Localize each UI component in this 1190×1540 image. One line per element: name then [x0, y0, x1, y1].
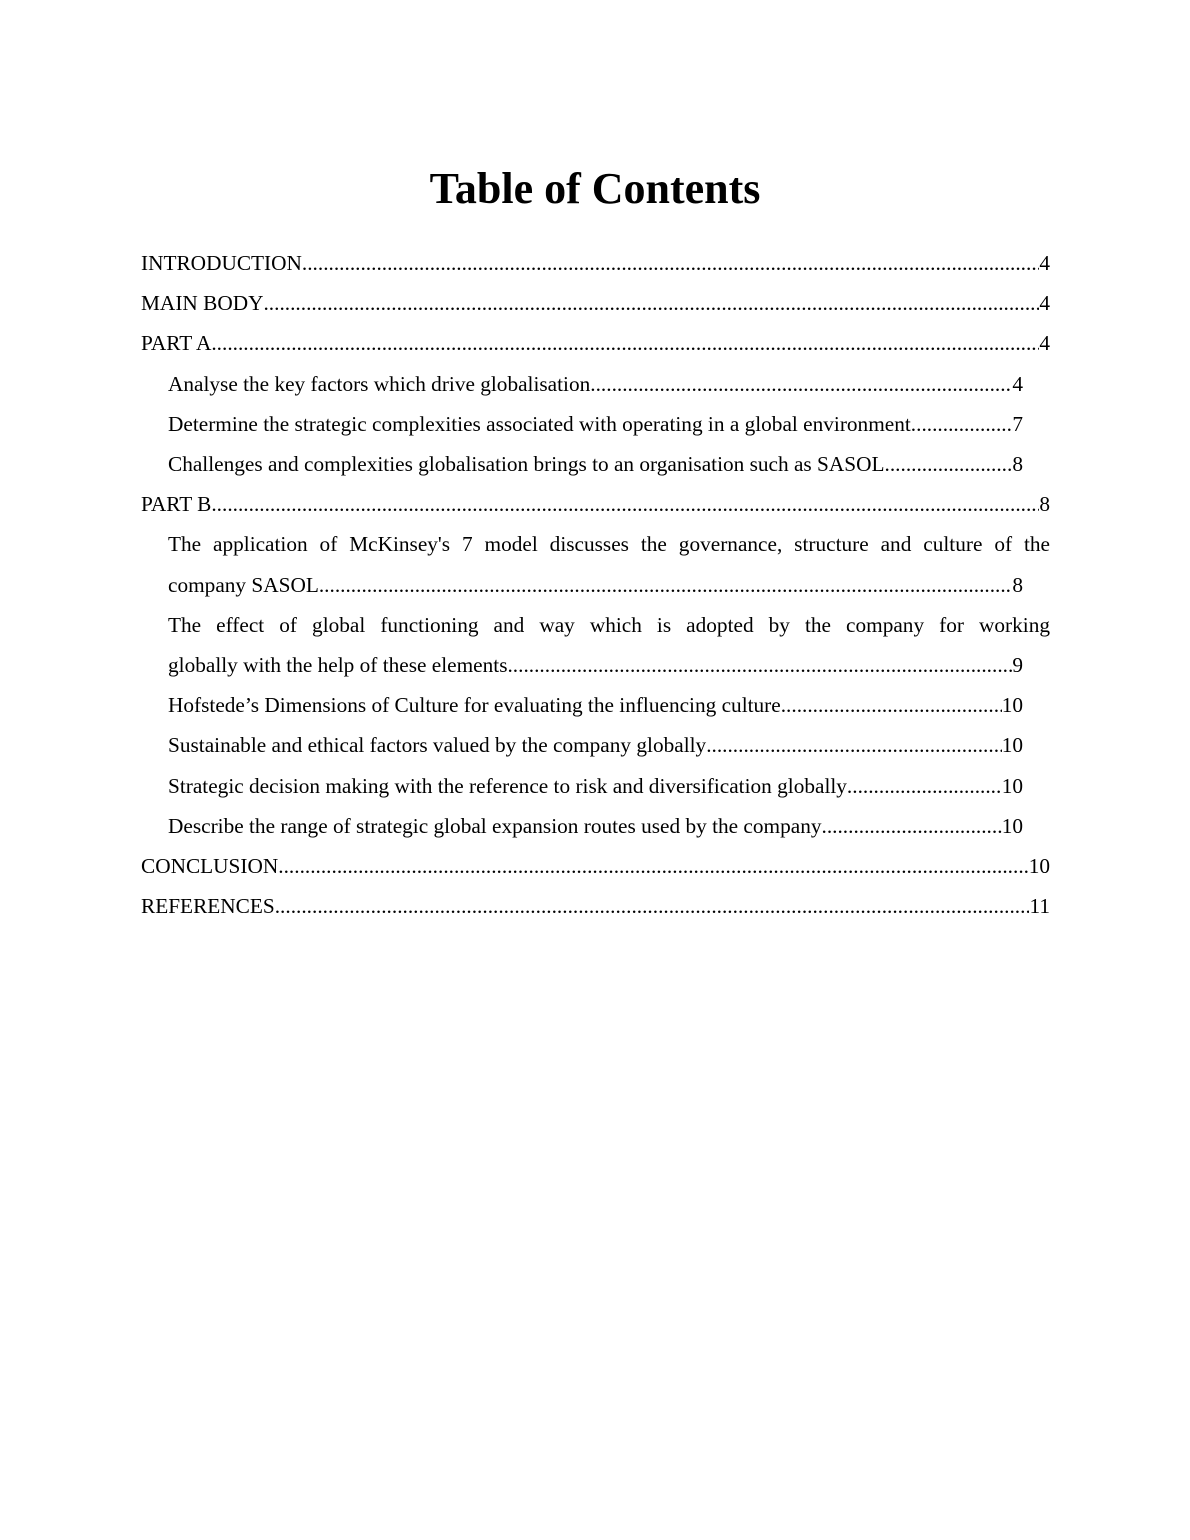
toc-entry-strategic-complexities[interactable]: [168, 404, 1023, 444]
dot-leader: [275, 886, 1030, 926]
toc-entry-label-line2: globally with the help of these elements: [168, 653, 508, 678]
toc-entry-references[interactable]: [141, 886, 1050, 926]
page-title: Table of Contents: [429, 164, 761, 213]
dot-leader: [263, 283, 1039, 323]
toc-page-number: 4: [1039, 291, 1050, 316]
toc-entry-label-line1: The effect of global functioning and way which is adopted by the company for working: [168, 612, 1050, 637]
toc-entry-label-line2: company SASOL: [168, 572, 319, 597]
dot-leader: [302, 243, 1039, 283]
toc-entry-mckinsey-7s[interactable]: [168, 524, 1050, 604]
toc-entry-label: Analyse the key factors which drive globalisation: [168, 371, 591, 396]
toc-page-number: 8: [1012, 452, 1023, 477]
toc-entry-label: Challenges and complexities globalisation brings to an organisation such as SASOL: [168, 452, 885, 477]
dot-leader: [911, 404, 1013, 444]
toc-entry-global-functioning[interactable]: [168, 605, 1050, 685]
toc-entry-label: Sustainable and ethical factors valued by the company globally: [168, 733, 707, 758]
toc-entry-hofstede[interactable]: [168, 685, 1023, 725]
toc-page-number: 11: [1029, 894, 1050, 919]
toc-entry-label: Describe the range of strategic global expansion routes used by the company: [168, 813, 822, 838]
toc-page-number: 9: [1012, 653, 1023, 678]
toc-page-number: 8: [1012, 572, 1023, 597]
dot-leader: [211, 323, 1039, 363]
toc-page-number: 4: [1039, 331, 1050, 356]
dot-leader: [319, 565, 1012, 605]
toc-page-number: 10: [1001, 813, 1023, 838]
dot-leader: [885, 444, 1013, 484]
toc-page-number: 10: [1001, 693, 1023, 718]
dot-leader: [590, 364, 1012, 404]
toc-entry-label: Strategic decision making with the reference to risk and diversification globally: [168, 773, 847, 798]
toc-page-number: 10: [1001, 773, 1023, 798]
toc-entry-label-line1: The application of McKinsey's 7 model discusses the governance, structure and culture of the: [168, 532, 1050, 557]
dot-leader: [507, 645, 1012, 685]
toc-page-number: 10: [1028, 854, 1050, 879]
toc-entry-label: PART A: [141, 331, 212, 356]
toc-entry-part-b[interactable]: [141, 484, 1050, 524]
toc-page-number: 10: [1001, 733, 1023, 758]
toc-entry-label: REFERENCES: [141, 894, 275, 919]
toc-entry-label: Hofstede’s Dimensions of Culture for evaluating the influencing culture: [168, 693, 781, 718]
toc-page-number: 4: [1012, 371, 1023, 396]
dot-leader: [822, 806, 1002, 846]
dot-leader: [211, 484, 1039, 524]
toc-entry-strategic-decision[interactable]: [168, 766, 1023, 806]
toc-page-number: 7: [1012, 411, 1023, 436]
toc-page-number: 4: [1039, 251, 1050, 275]
table-of-contents: [141, 243, 1050, 926]
toc-entry-label: PART B: [141, 492, 212, 517]
toc-entry-key-factors[interactable]: [168, 364, 1023, 404]
toc-entry-main-body[interactable]: [141, 283, 1050, 323]
toc-entry-label: Determine the strategic complexities associated with operating in a global environment: [168, 411, 911, 436]
toc-entry-part-a[interactable]: [141, 323, 1050, 363]
toc-page-number: 8: [1039, 492, 1050, 517]
toc-entry-challenges[interactable]: [168, 444, 1023, 484]
toc-entry-sustainable-ethical[interactable]: [168, 725, 1023, 765]
dot-leader: [278, 846, 1028, 886]
toc-entry-label: MAIN BODY: [141, 291, 264, 316]
toc-entry-introduction[interactable]: [141, 243, 1050, 283]
toc-entry-label: CONCLUSION: [141, 854, 279, 879]
dot-leader: [781, 685, 1002, 725]
toc-entry-conclusion[interactable]: [141, 846, 1050, 886]
toc-entry-expansion-routes[interactable]: [168, 806, 1023, 846]
toc-entry-label: INTRODUCTION: [141, 251, 302, 275]
dot-leader: [706, 725, 1002, 765]
dot-leader: [847, 766, 1002, 806]
